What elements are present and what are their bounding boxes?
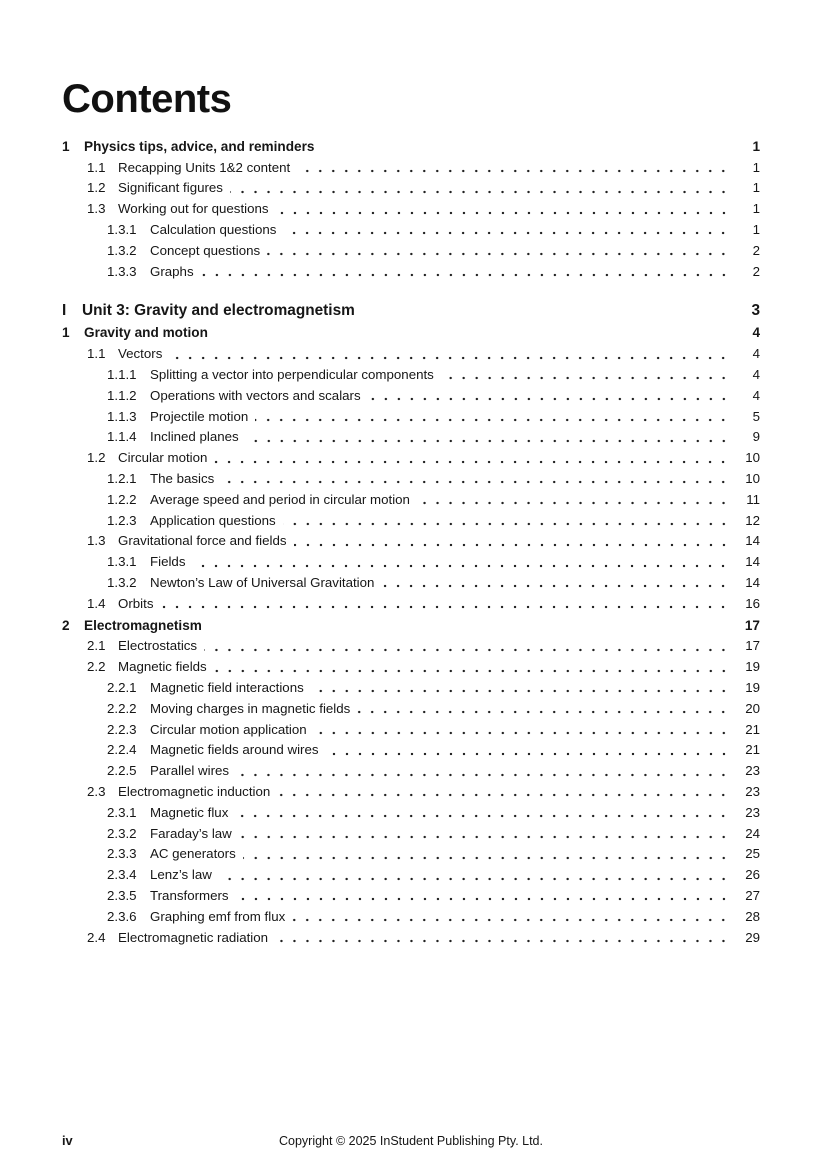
entry-page: 3	[751, 301, 760, 319]
entry-number: 1.1.1	[107, 367, 137, 383]
entry-title: Magnetic fields around wires	[150, 742, 319, 758]
leader-dots	[230, 178, 730, 199]
entry-page: 4	[752, 387, 760, 403]
leader-dots	[239, 823, 730, 844]
page-footer	[62, 1133, 760, 1151]
entry-number: 1	[62, 325, 70, 341]
entry-number: 1	[62, 138, 70, 154]
toc-entry[interactable]	[62, 906, 760, 927]
entry-title: Magnetic fields	[118, 659, 207, 675]
entry-title: Electromagnetic radiation	[118, 929, 269, 945]
toc-entry[interactable]	[62, 136, 760, 157]
leader-dots	[192, 551, 730, 572]
toc-entry[interactable]	[62, 864, 760, 885]
entry-title: Projectile motion	[150, 408, 249, 424]
toc-entry[interactable]	[62, 447, 760, 468]
entry-page: 12	[745, 512, 760, 528]
entry-title: Recapping Units 1&2 content	[118, 159, 291, 175]
toc-entry[interactable]	[62, 157, 760, 178]
entry-page: 25	[745, 846, 760, 862]
leader-dots	[292, 906, 730, 927]
entry-page: 19	[745, 659, 760, 675]
entry-number: 1.1.4	[107, 429, 137, 445]
entry-number: 1.1	[87, 346, 106, 362]
toc-entry[interactable]	[62, 531, 760, 552]
entry-page: 23	[745, 784, 760, 799]
leader-dots	[368, 385, 730, 406]
entry-title: Newton’s Law of Universal Gravitation	[150, 575, 375, 591]
entry-page: 23	[745, 804, 760, 820]
entry-number: 1.3.2	[107, 575, 137, 591]
toc-entry[interactable]	[62, 719, 760, 740]
entry-title: Splitting a vector into perpendicular components	[150, 367, 434, 383]
entry-page: 1	[752, 159, 760, 175]
toc-entry[interactable]	[62, 572, 760, 593]
entry-title: Graphing emf from flux	[150, 908, 286, 924]
entry-page: 16	[745, 595, 760, 611]
entry-title: Working out for questions	[118, 201, 269, 217]
entry-title: Calculation questions	[150, 222, 277, 238]
toc-entry[interactable]	[62, 323, 760, 344]
toc-entry[interactable]	[62, 510, 760, 531]
entry-page: 21	[745, 721, 760, 737]
entry-number: 1.3	[87, 533, 106, 549]
entry-number: 2.3.4	[107, 867, 137, 883]
toc-list	[62, 136, 760, 947]
toc-entry[interactable]	[62, 468, 760, 489]
entry-page: 17	[744, 617, 760, 633]
entry-page: 2	[752, 263, 760, 279]
entry-number: 2.1	[87, 638, 106, 654]
entry-title: Concept questions	[150, 242, 261, 258]
entry-title: Average speed and period in circular motion	[150, 491, 410, 507]
entry-page: 4	[752, 367, 760, 383]
leader-dots	[160, 593, 730, 614]
entry-page: 5	[752, 408, 760, 424]
entry-number: 1.3.3	[107, 263, 137, 279]
leader-dots	[283, 219, 730, 240]
entry-number: 2.4	[87, 929, 106, 945]
leader-dots	[246, 427, 730, 448]
toc-entry[interactable]	[62, 240, 760, 261]
page-title: Contents	[62, 77, 232, 121]
entry-title: Significant figures	[118, 180, 223, 196]
leader-dots	[314, 719, 730, 740]
toc-entry[interactable]	[62, 927, 760, 948]
entry-number: 2.3.2	[107, 825, 137, 841]
toc-entry[interactable]	[62, 261, 760, 282]
entry-title: Circular motion	[118, 450, 208, 466]
entry-number: 2.2.2	[107, 700, 137, 716]
entry-title: Lenz’s law	[150, 867, 212, 883]
leader-dots	[169, 343, 730, 364]
leader-dots	[214, 447, 730, 468]
toc-entry[interactable]	[62, 844, 760, 865]
toc-content	[62, 0, 760, 947]
leader-dots	[297, 157, 730, 178]
entry-page: 1	[752, 201, 760, 217]
entry-title: Gravity and motion	[84, 325, 208, 341]
leader-dots	[357, 698, 730, 719]
entry-number: 1.3.1	[107, 554, 137, 570]
entry-number: 2.3.1	[107, 804, 137, 820]
leader-dots	[283, 510, 730, 531]
entry-page: 1	[752, 138, 760, 154]
entry-page: 20	[745, 700, 760, 716]
toc-entry[interactable]	[62, 219, 760, 240]
entry-title: Gravitational force and fields	[118, 533, 287, 549]
leader-dots	[255, 406, 730, 427]
entry-title: Magnetic flux	[150, 804, 229, 820]
entry-page: 9	[752, 429, 760, 445]
entry-page: 2	[752, 242, 760, 258]
entry-page: 4	[752, 346, 760, 362]
toc-entry[interactable]	[62, 615, 760, 636]
entry-page: 10	[745, 471, 760, 487]
entry-page: 14	[745, 554, 760, 570]
leader-dots	[277, 781, 730, 802]
toc-entry[interactable]	[62, 385, 760, 406]
toc-entry[interactable]	[62, 299, 760, 323]
entry-title: Fields	[150, 554, 186, 570]
entry-number: 1.2	[87, 180, 106, 196]
entry-page: 23	[745, 763, 760, 779]
toc-entry[interactable]	[62, 178, 760, 199]
entry-page: 24	[745, 825, 760, 841]
entry-number: 2.3	[87, 784, 106, 799]
entry-number: 1.1.3	[107, 408, 137, 424]
toc-entry[interactable]	[62, 677, 760, 698]
toc-entry[interactable]	[62, 760, 760, 781]
leader-dots	[267, 240, 730, 261]
entry-title: Electromagnetic induction	[118, 784, 271, 799]
leader-dots	[321, 136, 730, 157]
toc-entry[interactable]	[62, 656, 760, 677]
toc-entry[interactable]	[62, 593, 760, 614]
leader-dots	[417, 489, 730, 510]
toc-entry[interactable]	[62, 698, 760, 719]
entry-title: Unit 3: Gravity and electromagnetism	[82, 301, 355, 319]
entry-number: 1.3.1	[107, 222, 137, 238]
leader-dots	[294, 531, 730, 552]
entry-number: 1.3	[87, 201, 106, 217]
entry-title: Physics tips, advice, and reminders	[84, 138, 315, 154]
entry-page: 27	[745, 887, 760, 903]
entry-title: Inclined planes	[150, 429, 239, 445]
entry-page: 28	[745, 908, 760, 924]
entry-number: 1.2	[87, 450, 106, 466]
entry-title: Circular motion application	[150, 721, 307, 737]
entry-title: Operations with vectors and scalars	[150, 387, 361, 403]
leader-dots	[275, 927, 730, 948]
entry-page: 10	[745, 450, 760, 466]
entry-number: 2.2.1	[107, 680, 137, 696]
entry-title: Orbits	[118, 595, 154, 611]
footer-page-number: iv	[62, 1133, 73, 1148]
leader-dots	[214, 656, 730, 677]
entry-page: 11	[746, 491, 760, 507]
leader-dots	[441, 364, 730, 385]
toc-entry[interactable]	[62, 823, 760, 844]
leader-dots	[209, 615, 730, 636]
entry-number: 1.4	[87, 595, 106, 611]
leader-dots	[219, 864, 730, 885]
entry-title: Faraday’s law	[150, 825, 232, 841]
toc-entry[interactable]	[62, 343, 760, 364]
entry-page: 14	[745, 575, 760, 591]
entry-title: AC generators	[150, 846, 236, 862]
entry-page: 1	[752, 180, 760, 196]
toc-entry[interactable]	[62, 781, 760, 802]
entry-title: Vectors	[118, 346, 163, 362]
entry-number: 2.2	[87, 659, 106, 675]
leader-dots	[236, 885, 730, 906]
leader-dots	[236, 760, 730, 781]
leader-dots	[326, 740, 730, 761]
leader-dots	[235, 802, 730, 823]
toc-entry[interactable]	[62, 427, 760, 448]
entry-number: 1.2.2	[107, 491, 137, 507]
leader-dots	[201, 261, 730, 282]
entry-number: 1.1	[87, 159, 106, 175]
leader-dots	[215, 323, 730, 344]
entry-number: 2.3.3	[107, 846, 137, 862]
entry-title: Electromagnetism	[84, 617, 202, 633]
entry-number: 1.2.3	[107, 512, 137, 528]
entry-page: 4	[752, 325, 760, 341]
footer-copyright: Copyright © 2025 InStudent Publishing Pty. Ltd.	[278, 1134, 543, 1148]
entry-number: 1.2.1	[107, 471, 137, 487]
entry-number: 1.1.2	[107, 387, 137, 403]
toc-entry[interactable]	[62, 406, 760, 427]
entry-number: 1.3.2	[107, 242, 137, 258]
entry-page: 1	[752, 222, 760, 238]
entry-number: 2.2.5	[107, 763, 137, 779]
leader-dots	[221, 468, 730, 489]
entry-number: 2.2.4	[107, 742, 137, 758]
toc-entry[interactable]	[62, 802, 760, 823]
entry-page: 21	[745, 742, 760, 758]
entry-number: 2.3.5	[107, 887, 137, 903]
toc-entry[interactable]	[62, 740, 760, 761]
entry-title: Graphs	[150, 263, 194, 279]
entry-title: Moving charges in magnetic fields	[150, 700, 351, 716]
entry-number: I	[62, 301, 67, 319]
entry-page: 19	[745, 680, 760, 696]
toc-entry[interactable]	[62, 551, 760, 572]
leader-dots	[204, 636, 730, 657]
leader-dots	[276, 198, 730, 219]
leader-dots	[311, 677, 730, 698]
entry-page: 14	[745, 533, 760, 549]
toc-entry[interactable]	[62, 364, 760, 385]
toc-entry[interactable]	[62, 636, 760, 657]
entry-title: Parallel wires	[150, 763, 230, 779]
entry-title: Electrostatics	[118, 638, 198, 654]
leader-dots	[243, 844, 730, 865]
entry-title: Magnetic field interactions	[150, 680, 304, 696]
toc-entry[interactable]	[62, 198, 760, 219]
entry-title: Application questions	[150, 512, 276, 528]
entry-page: 17	[745, 638, 760, 654]
entry-title: Transformers	[150, 887, 229, 903]
entry-page: 26	[745, 867, 760, 883]
entry-title: The basics	[150, 471, 215, 487]
toc-entry[interactable]	[62, 489, 760, 510]
leader-dots	[381, 572, 730, 593]
toc-entry[interactable]	[62, 885, 760, 906]
leader-dots	[362, 299, 730, 323]
entry-page: 29	[745, 929, 760, 945]
entry-number: 2.2.3	[107, 721, 137, 737]
entry-number: 2	[62, 617, 70, 633]
entry-number: 2.3.6	[107, 908, 137, 924]
